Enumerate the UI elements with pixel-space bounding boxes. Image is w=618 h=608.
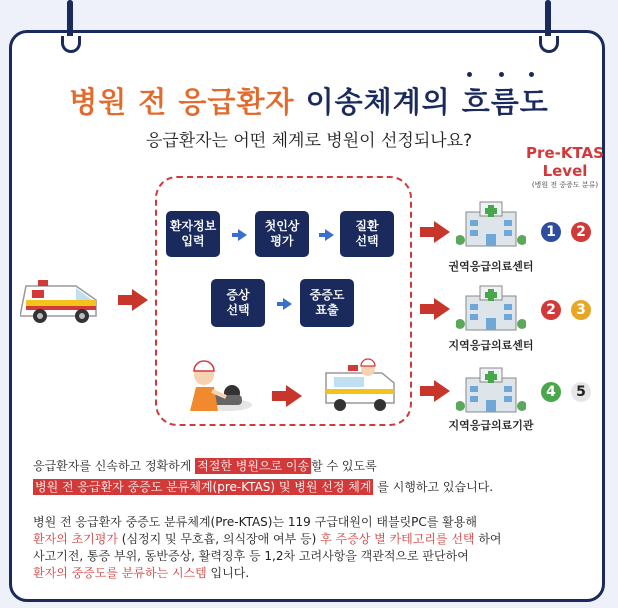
- level-badge: 3: [571, 300, 591, 320]
- step-first-impression: 첫인상 평가: [255, 211, 309, 257]
- emphasis-dots: [465, 72, 545, 80]
- level-badge: 2: [541, 300, 561, 320]
- step-severity-display: 중증도 표출: [300, 279, 354, 327]
- level-badge: 4: [541, 382, 561, 402]
- pre-ktas-level: Level: [542, 162, 588, 180]
- pre-ktas-header: [520, 144, 610, 190]
- ambulance-transport-illustration: [320, 355, 400, 415]
- hospital-label: 지역응급의료센터: [448, 339, 534, 352]
- ambulance-icon: [20, 276, 110, 326]
- highlight-text: 적절한 병원으로 이송: [197, 459, 310, 473]
- step-disease-select: 질환 선택: [340, 211, 394, 257]
- hospital-icon: [456, 364, 526, 416]
- highlight-text: 병원 전 응급환자 중증도 분류체계(pre-KTAS) 및 병원 선정 체계: [35, 480, 372, 494]
- step-symptom-select: 증상 선택: [211, 279, 265, 327]
- subtitle: 응급환자는 어떤 체계로 병원이 선정되나요?: [145, 131, 473, 151]
- description-paragraph-2: 병원 전 응급환자 중증도 분류체계(Pre-KTAS)는 119 구급대원이 태블릿PC를 활용해 환자의 초기평가 (심정지 및 무호흡, 의식장애 여부 등) 후 주증상 별 카테고리를 선택 하여 사고기전, 통증 부위, 동반증상, 활력징후 등 1,2차 고려사항을 객관적으로 판단하여 환자의 중증도를 분류하는 시스템 입니다.: [33, 515, 502, 580]
- arrow-right-icon: [420, 221, 450, 243]
- arrow-right-icon: [420, 380, 450, 402]
- step-arrow-icon: [238, 229, 247, 241]
- arrow-right-icon: [118, 289, 148, 311]
- title-part2: 이송체계의 흐름도: [305, 85, 549, 119]
- hospital-icon: [456, 198, 526, 250]
- step-arrow-icon: [325, 229, 334, 241]
- paramedic-cpr-illustration: [176, 355, 254, 413]
- pre-ktas-note: (병원 전 중증도 분류): [531, 181, 599, 189]
- hospital-label: 권역응급의료센터: [448, 260, 534, 273]
- step-patient-info: 환자정보 입력: [166, 211, 220, 257]
- description-paragraph-1: 응급환자를 신속하고 정확하게 적절한 병원으로 이송 할 수 있도록 병원 전 응급환자 중증도 분류체계(pre-KTAS) 및 병원 선정 체계 를 시행하고 있습니다.: [33, 459, 494, 494]
- step-arrow-icon: [283, 298, 292, 310]
- arrow-right-icon: [272, 385, 302, 407]
- level-badge: 2: [571, 222, 591, 242]
- title-part1: 병원 전 응급환자: [69, 85, 295, 119]
- pre-ktas-title: Pre-KTAS: [526, 144, 604, 162]
- level-badge: 1: [541, 222, 561, 242]
- page-title: [0, 80, 618, 121]
- arrow-right-icon: [420, 298, 450, 320]
- hospital-icon: [456, 282, 526, 334]
- hospital-label: 지역응급의료기관: [448, 419, 534, 432]
- level-badge: 5: [571, 382, 591, 402]
